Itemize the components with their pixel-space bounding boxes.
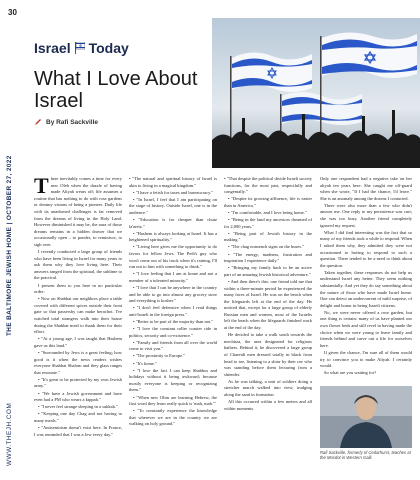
paragraph: • "I love the constant roller coaster ride in politics, security and co-existence." <box>129 326 217 338</box>
paragraph: • "That despite the political divide Israeli society functions, for the most part, respectfully and congenially." <box>224 176 312 195</box>
paragraph: Taken together, these responses do not help us understand Israel any better. They seem nothing substantially. And yet they do say something about the nature of those who have made Israel home. One can detect an undercurrent of mild surprise, of delight and honor in being Israeli citizens. <box>320 269 412 308</box>
paragraph: • "I never feel strange sleeping in a sukkah." <box>38 404 118 410</box>
paragraph: • "I have a fetish for taxes and bureaucracy." <box>133 189 214 195</box>
paragraph: • "I love that I can be anywhere in the country and be able to go into almost any grocery store and everything is kosher." <box>129 285 217 304</box>
paragraph: • "The proximity to Europe." <box>133 353 186 359</box>
paragraph: • "I love feeling that I am at home and not a member of a tolerated minority." <box>129 271 217 283</box>
paragraph: • "Education is far cheaper than chutz la'aretz." <box>129 217 217 229</box>
paragraph: • "Antisemitism doesn't exist here. In France, I was reminded that I was a Jew every day." <box>34 424 122 437</box>
paragraph: • "Better to be part of the majority than not." <box>133 318 214 324</box>
paragraph: As he was talking, a unit of soldiers doing a stretcher march walked into view, trudging along the sand in formation. <box>224 378 312 397</box>
paragraph: • "Surrounded by Jews is a great feeling; how good is it when the news readers wishes everyone Shabbat Shalom and they glass ranges that resonate." <box>34 349 122 375</box>
paragraph: • "Being part of Jewish history in the making." <box>224 230 312 243</box>
byline <box>34 118 98 126</box>
author-bio: Rafi Sackville, formerly of Cedarhurst, teaches at the Mosdot in Western Galil. <box>320 450 411 461</box>
byline-text: By Rafi Sackville <box>46 118 99 126</box>
paragraph: • "To constantly experience the knowledge that wherever we are in the country we are walking on holy ground." <box>129 408 217 427</box>
article-column-1 <box>34 173 122 439</box>
paragraph: So what are you waiting for? <box>324 370 377 376</box>
website-url: WWW.THEJH.COM <box>6 402 13 466</box>
paragraph: There were also more than a few who didn't answer me. One reply to my persistence was curt; she was too busy. Another friend completely ignored my request. <box>320 202 412 228</box>
brand-word-today: Today <box>88 40 129 56</box>
paragraph: He decided to take a walk south towards the mechitza, the area designated for religious bathers. Behind it, he discovered a large group of Chareidi men dressed totally in black from head to toe, listening to a shiur by their rav who was standing before them lecturing from a shtender. <box>224 332 312 377</box>
article-column-3 <box>224 176 312 413</box>
paragraph: • "The chag nonsench signs on the buses." <box>228 244 304 250</box>
paragraph: I recently conducted a large group of friends who have been living in Israel for many years to ask them why they love living here. Their answers ranged from the spiritual, the sublime to the practical. <box>34 249 122 281</box>
paragraph: • "We have a Jewish government and have even had a PM who wears a kippah." <box>34 390 122 403</box>
paragraph: • "Bringing my family back to be an active part of an amazing Jewish historical adventure." <box>224 265 312 277</box>
article-column-2 <box>129 176 217 428</box>
paragraph: No, we were never offered a rose garden, but one thing is certain: many of us have planted our own flower beds and still revel in having made the choice when we were young to leave family and friends behind and carve out a life for ourselves here. <box>320 309 412 348</box>
hero-photo-flags <box>212 18 420 168</box>
pen-icon <box>34 118 42 126</box>
paragraph: • "It's great to be protected by my own Jewish army." <box>34 376 122 389</box>
paragraph: • "The energy, madness, frustration and inspiration I experience daily." <box>224 251 312 264</box>
paragraph: • "It's home." <box>133 360 157 366</box>
paragraph: • "Hashem is always looking at Israel. It has a heightened spirituality." <box>129 230 217 243</box>
side-strip <box>6 36 18 472</box>
article-headline: What I Love About Israel <box>34 68 198 112</box>
paragraph: All this occurred within a few meters and all within moments. <box>224 399 312 411</box>
paragraph: • Now on Shabbat our neighbors place a table covered with different spices outside their front gate so that passersby can make berachot. I've watched total strangers walk into their house during the Shabbat meal to thank them for their effort. <box>34 296 122 335</box>
israeli-flag-icon <box>75 42 85 54</box>
paragraph: What I did find interesting was the fact that so many of my friends took a while to respond. When I asked them why, they admitted they were not accustomed to having to respond to such a question. There tended to be a need to think about the question. <box>320 229 412 268</box>
paragraph: • "I love the fact I can keep Shabbos and holidays without it being awkward; because mostly everyone is keeping or recognizing them." <box>129 367 217 393</box>
paragraph: here inevitably comes a time for every new Oleh when the dazzle of having made Aliyah wears off; life assumes a routine that has nothing to do with rose gardens or dreamy visions of being a pioneer. Daily life with its unadorned challenges is far removed from the dreams of living in the Holy Land. However diminished it may be, the aura of those dreams remains in a hidden drawer that we occasionally open – to ponder, to reminisce, to sigh over. <box>34 176 122 247</box>
paragraph: If given the chance, I'm sure all of them would try to convince you to make Aliyah. I certainly would. <box>320 349 412 369</box>
article-column-4 <box>320 176 412 377</box>
paragraph: I present them to you here in no particular order: <box>34 282 122 295</box>
paragraph: • "At a young age, I was taught that Hashem gave us this land." <box>34 336 122 348</box>
paragraph: • "The natural and spiritual history of Israel is akin to living in a magical kingdom." <box>129 176 217 188</box>
paragraph: • "Being in the land my ancestors dreamed of for 2,000 years." <box>224 217 312 229</box>
publication-date-label: THE BALTIMORE JEWISH HOME | OCTOBER 27, 2022 <box>6 155 13 336</box>
brand-word-israel: Israel <box>34 40 71 56</box>
paragraph: • "In Israel, I feel that I am participating on the stage of history. Outside Israel, one is in the audience." <box>129 196 217 215</box>
paragraph: • "Family and friends from all over the world come to visit you." <box>129 339 217 352</box>
paragraph: • "Keeping one day Chag and not having to many meals." <box>34 411 122 423</box>
paragraph: • "Despite its growing affluence, life is easier than in America." <box>224 196 312 208</box>
drop-cap: T <box>34 173 49 198</box>
paragraph: • "Living here gives me the opportunity to do favors for fellow Jews. The Pedi's guy who won't come out of his truck when it's raining, I'll run out to him with something to drink." <box>129 244 217 270</box>
paragraph: • "I don't feel defensive when I read things anti-Israeli in the foreign press." <box>129 305 217 317</box>
section-brand <box>34 40 129 56</box>
page-number: 30 <box>8 8 17 17</box>
author-photo <box>320 386 412 448</box>
paragraph: • And then there's this: one friend told me that within a three-minute period he experienced the many faces of Israel. He was on the beach when the lifeguards left at the end of the day. He noticed that, except for a large group of elderly Russian men and women, most of the Israelis left the beach when the lifeguards finished work at the end of the day. <box>224 278 312 331</box>
paragraph: • "I'm comfortable, and I love being home." <box>228 209 307 215</box>
waving-flag <box>322 32 417 78</box>
paragraph: Only one respondent had a negative take on her aliyah ten years here: She caught me off-guard when she wrote, "If I had the chance, I'd leave." She is an anomaly among the dozens I contacted. <box>320 176 412 201</box>
paragraph: • "When new Olim are learning Hebrew, the first word they learn really quick is 'mah, mah.'" <box>129 394 217 407</box>
